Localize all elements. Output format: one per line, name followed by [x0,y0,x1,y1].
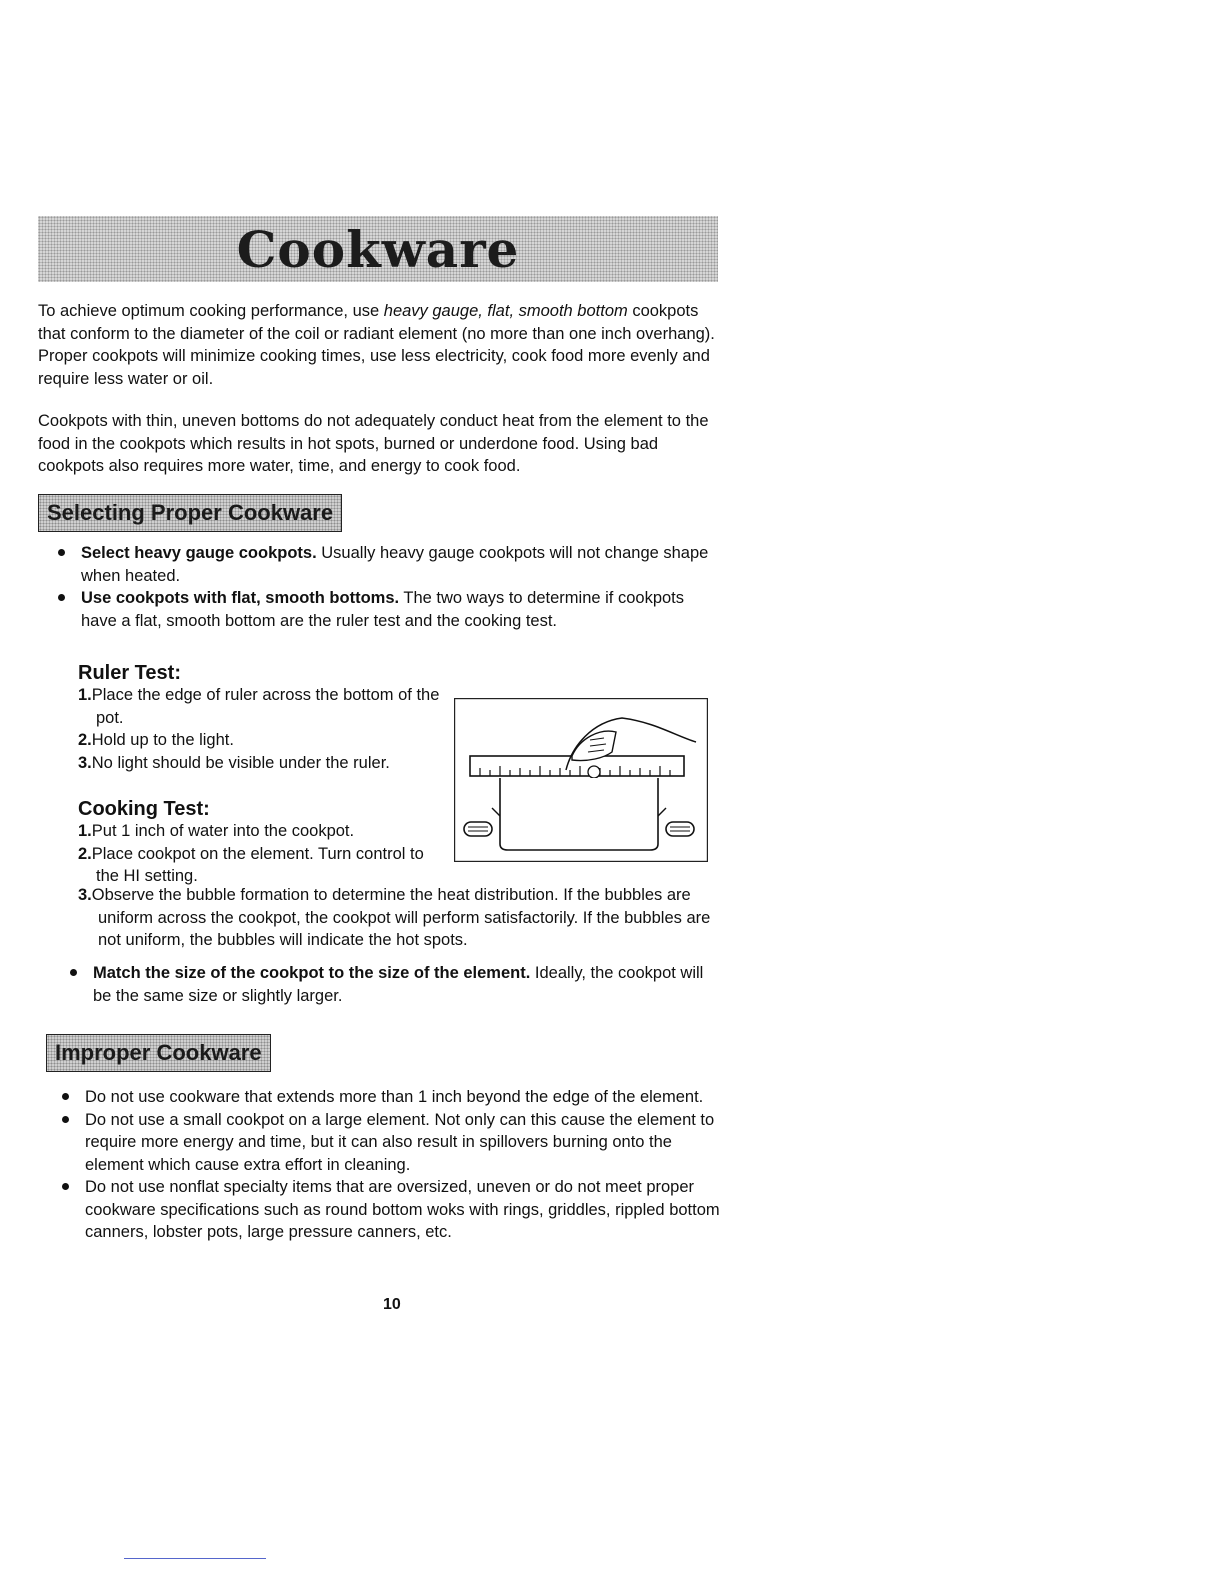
step-number: 1. [78,686,92,704]
list-item [78,820,448,843]
intro-paragraph-1 [38,300,720,390]
list-item [62,1176,726,1244]
improper-heading [46,1034,271,1072]
bullet-icon [62,1093,69,1100]
selecting-heading [38,494,342,532]
ruler-test-steps [78,684,448,774]
selecting-bullet-list [58,542,720,632]
step-text: Observe the bubble formation to determine the heat distribution. If the bubbles are uniform across the cookpot, the cookpot will perform satisfactorily. If the bubbles are not uniform, the bubbles will indicate the hot spots. [91,886,711,949]
list-item [58,587,720,632]
step-text: Place cookpot on the element. Turn control to the HI setting. [91,844,424,885]
bullet-text: The two ways to determine if cookpots have a flat, smooth bottom are the ruler test and the cooking test. [81,589,685,630]
step-text: No light should be visible under the ruler. [91,753,390,772]
bullet-bold: Match the size of the cookpot to the size of the element. [93,964,531,982]
bullet-bold: Use cookpots with flat, smooth bottoms. [81,589,400,607]
step-text: Hold up to the light. [91,731,234,749]
ruler-pot-drawing [454,698,708,862]
footer-rule [124,1558,266,1559]
step-text: Put 1 inch of water into the cookpot. [91,822,355,840]
improper-bullet-list [62,1086,726,1244]
list-item [70,962,726,1007]
bullet-text: Usually heavy gauge cookpots will not change shape when heated. [81,544,709,585]
bullet-icon [58,594,65,601]
cooking-test-steps-a [78,820,448,888]
page-number: 10 [383,1296,401,1313]
bullet-text: Do not use cookware that extends more than 1 inch beyond the edge of the element. [85,1088,704,1106]
intro-text-a: To achieve optimum cooking performance, use [38,302,384,320]
bullet-icon [58,549,65,556]
page-title: Cookware [236,219,520,279]
step-text: Place the edge of ruler across the bottom of the pot. [91,686,440,727]
list-item [62,1109,726,1177]
step-number: 3. [78,886,92,904]
selecting-heading-label: Selecting Proper Cookware [47,500,334,525]
step-number: 2. [78,731,92,749]
cooking-test-steps-b [78,884,726,952]
improper-heading-label: Improper Cookware [55,1040,262,1065]
list-item [62,1086,726,1109]
cooking-test-heading: Cooking Test: [78,798,210,820]
intro-emphasis: heavy gauge, flat, smooth bottom [383,302,628,320]
step-number: 1. [78,822,92,840]
title-banner [38,216,718,282]
bullet-text: Ideally, the cookpot will be the same size or slightly larger. [93,964,704,1005]
step-number: 2. [78,844,92,863]
bullet-icon [62,1116,69,1123]
intro-paragraph-2: Cookpots with thin, uneven bottoms do not adequately conduct heat from the element to the food in the cookpots which results in hot spots, burned or underdone food. Using bad cookpots also requires more water, time, and energy to cook food. [38,412,709,475]
step-number: 3. [78,753,92,772]
bullet-text: Do not use a small cookpot on a large element. Not only can this cause the element to require more energy and time, but it can also result in spillovers burning onto the element which cause extra effort in cleaning. [85,1110,715,1174]
list-item [58,542,720,587]
bullet-bold: Select heavy gauge cookpots. [81,544,317,562]
bullet-text: Do not use nonflat specialty items that are oversized, uneven or do not meet proper cookware specifications such as round bottom woks with rings, griddles, rippled bottom canners, lobster pots, large pressure canners, etc. [85,1178,720,1241]
list-item [78,729,448,752]
ruler-test-heading: Ruler Test: [78,662,181,684]
list-item [78,752,448,775]
bullet-icon [70,969,77,976]
list-item [78,884,726,952]
intro-text-b: cookpots that conform to the diameter of the coil or radiant element (no more than one inch overhang). Proper cookpots will minimize cooking times, use less electricity, cook food more evenly and require less water or oil. [38,302,715,388]
ruler-pot-illustration [454,698,708,862]
list-item [78,843,448,888]
list-item [78,684,448,729]
bullet-icon [62,1183,69,1190]
match-bullet [70,962,726,1007]
